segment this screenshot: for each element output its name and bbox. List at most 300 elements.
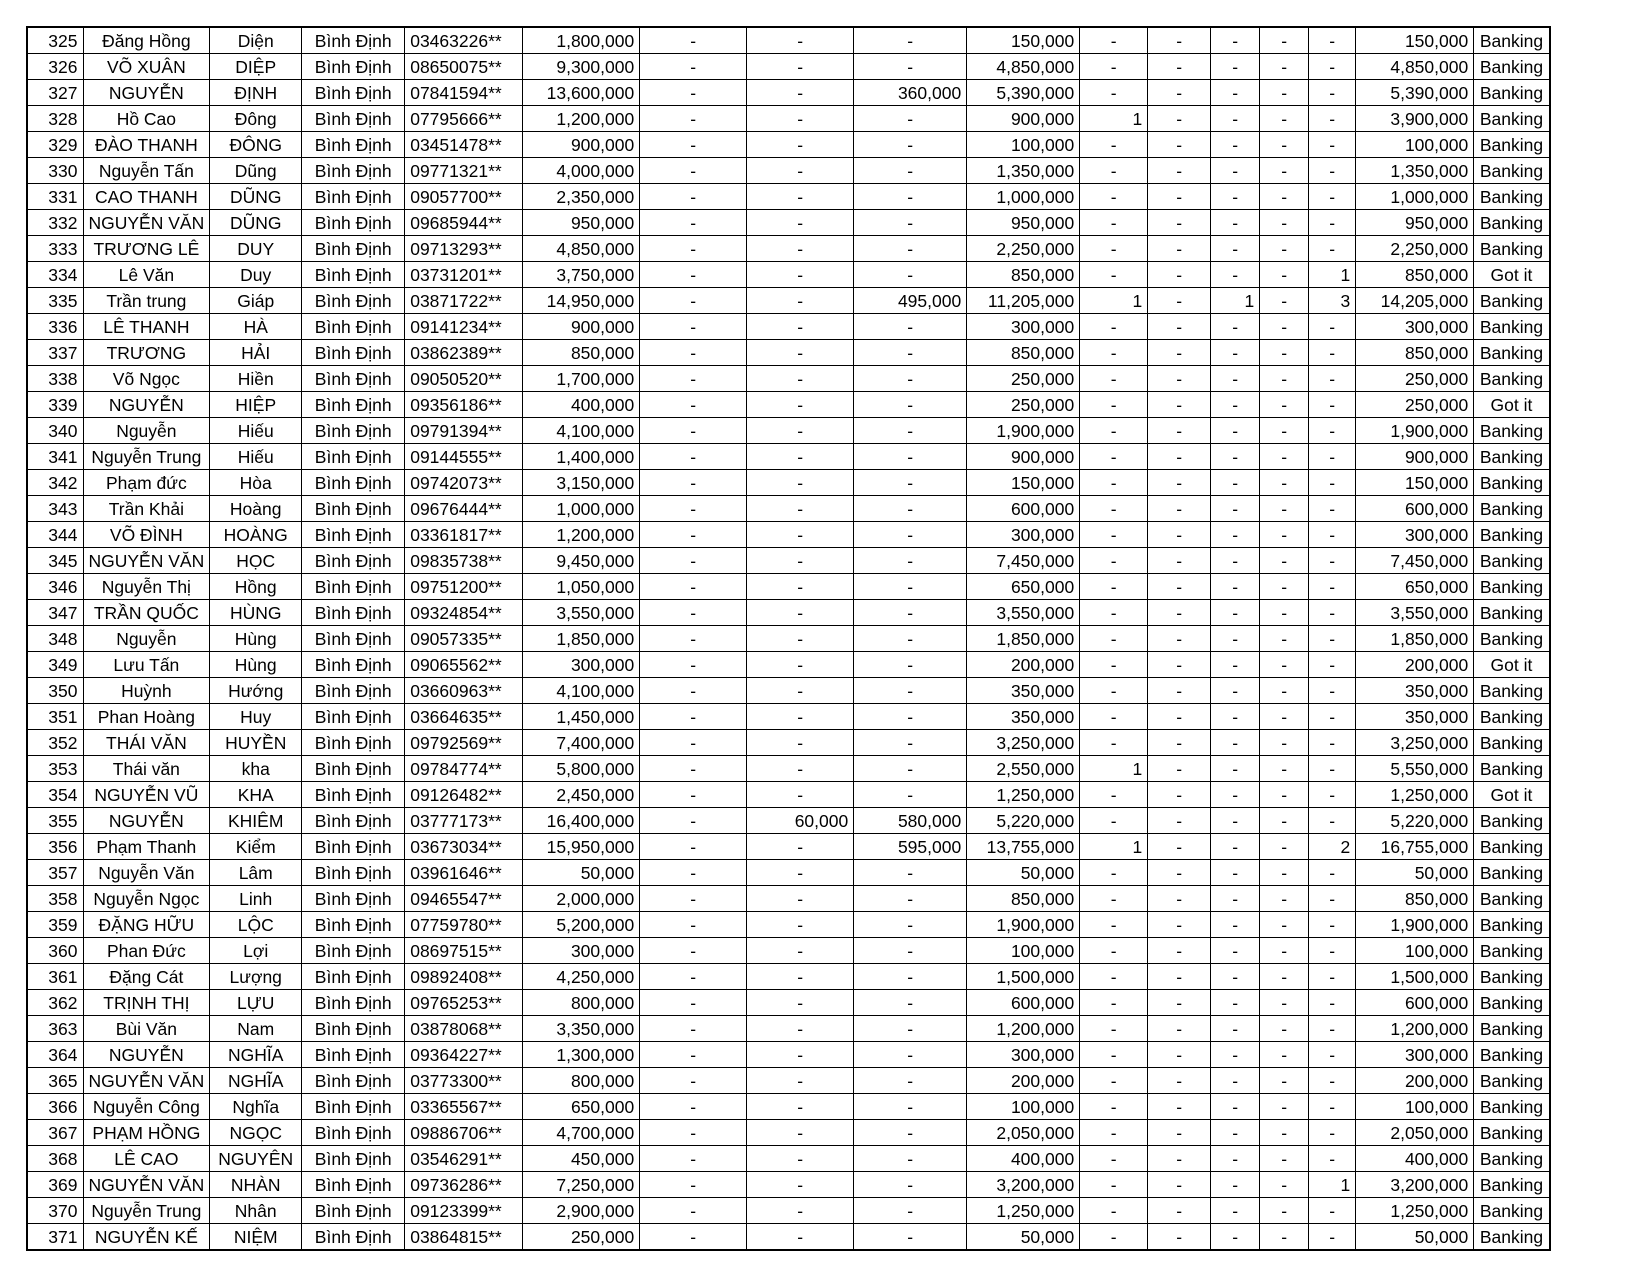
cell-last-middle-name: TRƯƠNG (83, 340, 210, 366)
cell-last-middle-name: NGUYỄN KẾ (83, 1224, 210, 1251)
cell-amount-total: 4,700,000 (523, 1120, 640, 1146)
cell-last-middle-name: Nguyễn Thị (83, 574, 210, 600)
cell-amount-total: 2,350,000 (523, 184, 640, 210)
cell-province: Bình Định (302, 1016, 405, 1042)
cell-phone-masked: 09784774** (405, 756, 523, 782)
cell-col-b: - (747, 886, 854, 912)
cell-count-a: - (1080, 1172, 1148, 1198)
cell-phone-masked: 09886706** (405, 1120, 523, 1146)
cell-amount-final: 14,205,000 (1356, 288, 1474, 314)
cell-province: Bình Định (302, 444, 405, 470)
cell-count-a: - (1080, 470, 1148, 496)
cell-count-e: - (1309, 80, 1356, 106)
cell-province: Bình Định (302, 1224, 405, 1251)
cell-payment-method: Banking (1474, 210, 1550, 236)
cell-col-c: - (854, 444, 967, 470)
table-row (27, 678, 1550, 704)
table-row (27, 782, 1550, 808)
cell-count-a: - (1080, 652, 1148, 678)
cell-count-d: - (1260, 626, 1309, 652)
cell-amount-paid: 850,000 (967, 340, 1080, 366)
cell-amount-total: 9,450,000 (523, 548, 640, 574)
cell-province: Bình Định (302, 366, 405, 392)
cell-col-a: - (640, 158, 747, 184)
cell-count-a: - (1080, 1094, 1148, 1120)
cell-amount-paid: 300,000 (967, 314, 1080, 340)
cell-col-c: - (854, 756, 967, 782)
cell-amount-final: 150,000 (1356, 27, 1474, 54)
cell-payment-method: Banking (1474, 886, 1550, 912)
cell-amount-total: 1,200,000 (523, 522, 640, 548)
cell-amount-total: 14,950,000 (523, 288, 640, 314)
cell-first-name: Nam (210, 1016, 302, 1042)
cell-count-c: - (1211, 106, 1260, 132)
cell-col-b: - (747, 314, 854, 340)
cell-amount-total: 950,000 (523, 210, 640, 236)
cell-count-b: - (1148, 1094, 1211, 1120)
cell-amount-total: 400,000 (523, 392, 640, 418)
cell-count-d: - (1260, 210, 1309, 236)
cell-phone-masked: 09685944** (405, 210, 523, 236)
cell-count-b: - (1148, 1224, 1211, 1251)
cell-count-a: - (1080, 1198, 1148, 1224)
table-row (27, 886, 1550, 912)
cell-first-name: HUYỀN (210, 730, 302, 756)
cell-amount-final: 600,000 (1356, 496, 1474, 522)
cell-province: Bình Định (302, 548, 405, 574)
cell-phone-masked: 09126482** (405, 782, 523, 808)
cell-amount-final: 900,000 (1356, 444, 1474, 470)
cell-col-c: - (854, 158, 967, 184)
cell-count-a: - (1080, 80, 1148, 106)
cell-row-number: 361 (27, 964, 83, 990)
cell-phone-masked: 09676444** (405, 496, 523, 522)
table-row (27, 1094, 1550, 1120)
cell-count-e: - (1309, 184, 1356, 210)
cell-col-c: - (854, 990, 967, 1016)
cell-count-d: - (1260, 106, 1309, 132)
cell-last-middle-name: THÁI VĂN (83, 730, 210, 756)
cell-amount-paid: 300,000 (967, 1042, 1080, 1068)
cell-amount-final: 250,000 (1356, 366, 1474, 392)
cell-count-c: - (1211, 912, 1260, 938)
cell-count-e: - (1309, 496, 1356, 522)
cell-payment-method: Got it (1474, 652, 1550, 678)
table-row (27, 756, 1550, 782)
cell-last-middle-name: Thái văn (83, 756, 210, 782)
cell-count-e: - (1309, 990, 1356, 1016)
cell-count-d: - (1260, 496, 1309, 522)
cell-payment-method: Banking (1474, 1198, 1550, 1224)
cell-amount-paid: 4,850,000 (967, 54, 1080, 80)
cell-count-d: - (1260, 548, 1309, 574)
cell-phone-masked: 03664635** (405, 704, 523, 730)
cell-col-b: - (747, 366, 854, 392)
cell-amount-total: 7,250,000 (523, 1172, 640, 1198)
cell-amount-total: 450,000 (523, 1146, 640, 1172)
cell-province: Bình Định (302, 886, 405, 912)
cell-first-name: NGỌC (210, 1120, 302, 1146)
cell-first-name: KHA (210, 782, 302, 808)
cell-last-middle-name: LÊ THANH (83, 314, 210, 340)
cell-last-middle-name: Nguyễn (83, 626, 210, 652)
cell-count-a: - (1080, 574, 1148, 600)
cell-count-b: - (1148, 782, 1211, 808)
cell-last-middle-name: VÕ XUÂN (83, 54, 210, 80)
cell-phone-masked: 07759780** (405, 912, 523, 938)
cell-last-middle-name: Nguyễn Ngọc (83, 886, 210, 912)
cell-amount-total: 1,850,000 (523, 626, 640, 652)
cell-payment-method: Banking (1474, 54, 1550, 80)
cell-count-d: - (1260, 366, 1309, 392)
cell-payment-method: Banking (1474, 1068, 1550, 1094)
cell-count-a: - (1080, 262, 1148, 288)
cell-payment-method: Banking (1474, 1094, 1550, 1120)
cell-amount-final: 150,000 (1356, 470, 1474, 496)
cell-province: Bình Định (302, 782, 405, 808)
cell-count-d: - (1260, 1198, 1309, 1224)
cell-row-number: 354 (27, 782, 83, 808)
cell-col-c: - (854, 496, 967, 522)
cell-first-name: Hoàng (210, 496, 302, 522)
cell-col-a: - (640, 54, 747, 80)
cell-count-a: 1 (1080, 834, 1148, 860)
cell-first-name: Lợi (210, 938, 302, 964)
cell-count-c: 1 (1211, 288, 1260, 314)
cell-count-b: - (1148, 756, 1211, 782)
cell-province: Bình Định (302, 80, 405, 106)
cell-col-a: - (640, 496, 747, 522)
cell-row-number: 325 (27, 27, 83, 54)
table-row (27, 600, 1550, 626)
cell-count-e: - (1309, 522, 1356, 548)
cell-amount-final: 3,550,000 (1356, 600, 1474, 626)
cell-payment-method: Banking (1474, 756, 1550, 782)
cell-count-b: - (1148, 652, 1211, 678)
cell-count-a: - (1080, 886, 1148, 912)
cell-count-a: - (1080, 1146, 1148, 1172)
cell-phone-masked: 09144555** (405, 444, 523, 470)
cell-count-d: - (1260, 938, 1309, 964)
cell-col-b: - (747, 392, 854, 418)
cell-amount-final: 850,000 (1356, 886, 1474, 912)
cell-amount-paid: 600,000 (967, 496, 1080, 522)
cell-last-middle-name: NGUYỄN VĂN (83, 1172, 210, 1198)
cell-amount-paid: 1,900,000 (967, 912, 1080, 938)
cell-province: Bình Định (302, 158, 405, 184)
cell-col-c: 360,000 (854, 80, 967, 106)
cell-count-c: - (1211, 80, 1260, 106)
cell-count-c: - (1211, 704, 1260, 730)
cell-amount-final: 950,000 (1356, 210, 1474, 236)
cell-amount-total: 1,450,000 (523, 704, 640, 730)
cell-first-name: DUY (210, 236, 302, 262)
cell-phone-masked: 09791394** (405, 418, 523, 444)
cell-count-d: - (1260, 782, 1309, 808)
cell-count-e: - (1309, 1042, 1356, 1068)
cell-phone-masked: 09792569** (405, 730, 523, 756)
cell-count-c: - (1211, 782, 1260, 808)
cell-amount-total: 4,000,000 (523, 158, 640, 184)
cell-amount-total: 1,800,000 (523, 27, 640, 54)
cell-last-middle-name: Phạm đức (83, 470, 210, 496)
cell-col-c: - (854, 470, 967, 496)
cell-amount-paid: 7,450,000 (967, 548, 1080, 574)
cell-count-e: - (1309, 418, 1356, 444)
cell-col-b: - (747, 444, 854, 470)
cell-col-c: - (854, 860, 967, 886)
cell-payment-method: Banking (1474, 27, 1550, 54)
cell-amount-final: 1,000,000 (1356, 184, 1474, 210)
cell-phone-masked: 09324854** (405, 600, 523, 626)
table-row (27, 1146, 1550, 1172)
table-row (27, 27, 1550, 54)
cell-count-c: - (1211, 236, 1260, 262)
cell-amount-total: 900,000 (523, 314, 640, 340)
cell-province: Bình Định (302, 834, 405, 860)
cell-amount-paid: 250,000 (967, 392, 1080, 418)
cell-last-middle-name: NGUYỄN (83, 1042, 210, 1068)
cell-col-a: - (640, 80, 747, 106)
cell-count-c: - (1211, 1224, 1260, 1251)
cell-province: Bình Định (302, 54, 405, 80)
cell-payment-method: Banking (1474, 860, 1550, 886)
cell-amount-final: 50,000 (1356, 860, 1474, 886)
cell-amount-final: 100,000 (1356, 1094, 1474, 1120)
cell-count-b: - (1148, 678, 1211, 704)
cell-amount-total: 250,000 (523, 1224, 640, 1251)
cell-count-a: - (1080, 184, 1148, 210)
cell-phone-masked: 03862389** (405, 340, 523, 366)
cell-last-middle-name: TRẦN QUỐC (83, 600, 210, 626)
cell-count-c: - (1211, 392, 1260, 418)
cell-col-b: - (747, 210, 854, 236)
cell-last-middle-name: Trần Khải (83, 496, 210, 522)
cell-count-e: - (1309, 1094, 1356, 1120)
table-row (27, 80, 1550, 106)
cell-count-e: - (1309, 574, 1356, 600)
cell-province: Bình Định (302, 1068, 405, 1094)
cell-count-e: - (1309, 106, 1356, 132)
cell-amount-paid: 1,900,000 (967, 418, 1080, 444)
cell-count-a: - (1080, 548, 1148, 574)
cell-count-e: - (1309, 548, 1356, 574)
cell-last-middle-name: LÊ CAO (83, 1146, 210, 1172)
cell-phone-masked: 03673034** (405, 834, 523, 860)
cell-last-middle-name: Đặng Cát (83, 964, 210, 990)
cell-amount-paid: 900,000 (967, 106, 1080, 132)
cell-count-b: - (1148, 704, 1211, 730)
cell-payment-method: Banking (1474, 288, 1550, 314)
cell-amount-final: 2,250,000 (1356, 236, 1474, 262)
cell-last-middle-name: Huỳnh (83, 678, 210, 704)
cell-payment-method: Banking (1474, 106, 1550, 132)
cell-col-b: - (747, 340, 854, 366)
cell-count-c: - (1211, 652, 1260, 678)
cell-first-name: NGUYÊN (210, 1146, 302, 1172)
cell-count-b: - (1148, 600, 1211, 626)
cell-count-d: - (1260, 236, 1309, 262)
cell-count-b: - (1148, 262, 1211, 288)
cell-count-d: - (1260, 756, 1309, 782)
table-row (27, 1224, 1550, 1251)
cell-amount-total: 15,950,000 (523, 834, 640, 860)
cell-count-c: - (1211, 860, 1260, 886)
cell-count-d: - (1260, 678, 1309, 704)
cell-count-b: - (1148, 392, 1211, 418)
cell-count-c: - (1211, 314, 1260, 340)
table-row (27, 184, 1550, 210)
cell-count-a: - (1080, 782, 1148, 808)
cell-amount-paid: 1,850,000 (967, 626, 1080, 652)
cell-col-b: - (747, 756, 854, 782)
cell-col-a: - (640, 522, 747, 548)
cell-count-d: - (1260, 158, 1309, 184)
cell-count-c: - (1211, 808, 1260, 834)
cell-count-b: - (1148, 730, 1211, 756)
cell-col-b: - (747, 990, 854, 1016)
cell-first-name: ĐÔNG (210, 132, 302, 158)
cell-col-c: - (854, 1198, 967, 1224)
cell-first-name: NGHĨA (210, 1042, 302, 1068)
cell-count-c: - (1211, 1068, 1260, 1094)
cell-count-e: - (1309, 1224, 1356, 1251)
cell-payment-method: Banking (1474, 938, 1550, 964)
cell-count-e: - (1309, 808, 1356, 834)
cell-count-e: - (1309, 1120, 1356, 1146)
cell-phone-masked: 03864815** (405, 1224, 523, 1251)
cell-payment-method: Banking (1474, 80, 1550, 106)
cell-payment-method: Banking (1474, 1172, 1550, 1198)
cell-col-a: - (640, 1068, 747, 1094)
cell-row-number: 337 (27, 340, 83, 366)
cell-count-a: - (1080, 938, 1148, 964)
cell-last-middle-name: Nguyễn Tấn (83, 158, 210, 184)
cell-phone-masked: 09356186** (405, 392, 523, 418)
cell-count-d: - (1260, 314, 1309, 340)
cell-last-middle-name: NGUYỄN (83, 80, 210, 106)
cell-last-middle-name: Lê Văn (83, 262, 210, 288)
cell-province: Bình Định (302, 106, 405, 132)
cell-amount-total: 4,100,000 (523, 678, 640, 704)
cell-amount-final: 850,000 (1356, 262, 1474, 288)
cell-province: Bình Định (302, 652, 405, 678)
cell-col-c: - (854, 964, 967, 990)
cell-count-b: - (1148, 184, 1211, 210)
cell-row-number: 362 (27, 990, 83, 1016)
cell-col-a: - (640, 1224, 747, 1251)
cell-amount-final: 5,390,000 (1356, 80, 1474, 106)
cell-row-number: 365 (27, 1068, 83, 1094)
cell-payment-method: Banking (1474, 990, 1550, 1016)
cell-province: Bình Định (302, 288, 405, 314)
cell-count-e: - (1309, 444, 1356, 470)
cell-count-e: 1 (1309, 262, 1356, 288)
cell-col-a: - (640, 912, 747, 938)
cell-count-b: - (1148, 1172, 1211, 1198)
cell-count-c: - (1211, 340, 1260, 366)
cell-last-middle-name: Nguyễn Văn (83, 860, 210, 886)
cell-col-b: - (747, 834, 854, 860)
cell-amount-final: 350,000 (1356, 678, 1474, 704)
cell-amount-paid: 50,000 (967, 860, 1080, 886)
cell-payment-method: Banking (1474, 1042, 1550, 1068)
cell-amount-final: 5,550,000 (1356, 756, 1474, 782)
table-row (27, 704, 1550, 730)
cell-count-b: - (1148, 210, 1211, 236)
table-row (27, 860, 1550, 886)
cell-col-a: - (640, 860, 747, 886)
cell-province: Bình Định (302, 730, 405, 756)
cell-col-a: - (640, 210, 747, 236)
cell-count-c: - (1211, 626, 1260, 652)
cell-count-e: - (1309, 1068, 1356, 1094)
cell-first-name: Hồng (210, 574, 302, 600)
cell-row-number: 341 (27, 444, 83, 470)
cell-count-d: - (1260, 990, 1309, 1016)
cell-first-name: HỌC (210, 548, 302, 574)
cell-count-e: - (1309, 912, 1356, 938)
cell-col-b: - (747, 1172, 854, 1198)
cell-col-b: - (747, 1094, 854, 1120)
cell-count-c: - (1211, 730, 1260, 756)
cell-amount-final: 200,000 (1356, 652, 1474, 678)
cell-col-b: - (747, 704, 854, 730)
cell-count-b: - (1148, 1120, 1211, 1146)
cell-count-c: - (1211, 1120, 1260, 1146)
cell-count-d: - (1260, 340, 1309, 366)
cell-row-number: 344 (27, 522, 83, 548)
cell-col-c: - (854, 782, 967, 808)
table-row (27, 288, 1550, 314)
cell-first-name: Huy (210, 704, 302, 730)
cell-payment-method: Banking (1474, 626, 1550, 652)
cell-last-middle-name: Phạm Thanh (83, 834, 210, 860)
cell-last-middle-name: Phan Hoàng (83, 704, 210, 730)
cell-col-a: - (640, 27, 747, 54)
cell-count-d: - (1260, 288, 1309, 314)
cell-count-d: - (1260, 54, 1309, 80)
cell-amount-total: 4,850,000 (523, 236, 640, 262)
cell-col-b: - (747, 132, 854, 158)
table-row (27, 54, 1550, 80)
cell-col-b: - (747, 262, 854, 288)
cell-last-middle-name: VÕ ĐÌNH (83, 522, 210, 548)
cell-amount-paid: 1,250,000 (967, 1198, 1080, 1224)
cell-count-e: 2 (1309, 834, 1356, 860)
cell-col-a: - (640, 340, 747, 366)
cell-col-b: - (747, 1068, 854, 1094)
cell-col-a: - (640, 1120, 747, 1146)
cell-count-a: - (1080, 1224, 1148, 1251)
cell-count-a: - (1080, 678, 1148, 704)
cell-payment-method: Banking (1474, 236, 1550, 262)
cell-count-a: - (1080, 808, 1148, 834)
cell-amount-paid: 150,000 (967, 27, 1080, 54)
cell-count-b: - (1148, 366, 1211, 392)
cell-count-e: - (1309, 782, 1356, 808)
cell-first-name: NIỆM (210, 1224, 302, 1251)
cell-first-name: Diện (210, 27, 302, 54)
cell-payment-method: Banking (1474, 574, 1550, 600)
cell-col-c: - (854, 132, 967, 158)
cell-first-name: DŨNG (210, 210, 302, 236)
cell-row-number: 370 (27, 1198, 83, 1224)
cell-col-a: - (640, 1094, 747, 1120)
cell-col-a: - (640, 184, 747, 210)
cell-amount-paid: 13,755,000 (967, 834, 1080, 860)
cell-amount-total: 300,000 (523, 938, 640, 964)
